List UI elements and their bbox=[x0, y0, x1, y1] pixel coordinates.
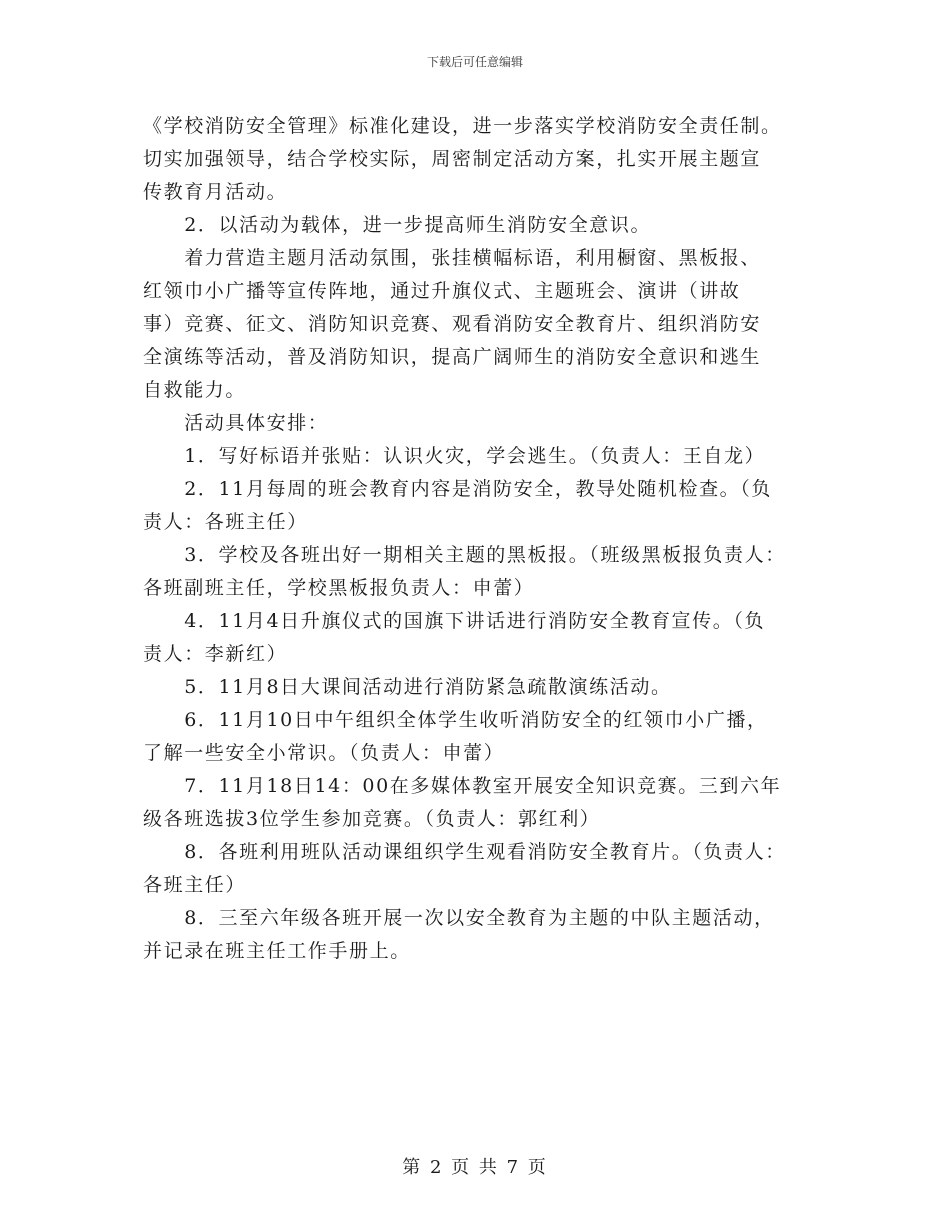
schedule-item-5: 5．11月8日大课间活动进行消防紧急疏散演练活动。 bbox=[143, 676, 672, 698]
schedule-item-8b: 8．三至六年级各班开展一次以安全教育为主题的中队主题活动， 并记录在班主任工作手册上。 bbox=[143, 907, 775, 962]
paragraph-intro: 《学校消防安全管理》标准化建设，进一步落实学校消防安全责任制。 切实加强领导，结合学校实际，周密制定活动方案，扎实开展主题宣 传教育月活动。 bbox=[143, 115, 782, 203]
schedule-item-6: 6．11月10日中午组织全体学生收听消防安全的红领巾小广播， 了解一些安全小常识。（负责人：申蕾） bbox=[143, 709, 768, 764]
schedule-item-3: 3．学校及各班出好一期相关主题的黑板报。（班级黑板报负责人： 各班副班主任，学校黑板报负责人：申蕾） bbox=[143, 544, 786, 599]
paragraph-schedule-heading: 活动具体安排： bbox=[143, 412, 329, 434]
schedule-item-7: 7．11月18日14：00在多媒体教室开展安全知识竞赛。三到六年 级各班选拔3位学生参加竞赛。（负责人：郭红利） bbox=[143, 775, 782, 830]
page-header-note: 下载后可任意编辑 bbox=[426, 55, 523, 69]
schedule-item-4: 4．11月4日升旗仪式的国旗下讲话进行消防安全教育宣传。（负 责人：李新红） bbox=[143, 610, 766, 665]
paragraph-item-2: 2．以活动为载体，进一步提高师生消防安全意识。 bbox=[143, 214, 652, 236]
schedule-item-1: 1．写好标语并张贴：认识火灾，学会逃生。（负责人：王自龙） bbox=[143, 445, 766, 467]
paragraph-atmosphere: 着力营造主题月活动氛围，张挂横幅标语，利用橱窗、黑板报、 红领巾小广播等宣传阵地，通过升旗仪式、主题班会、演讲（讲故 事）竞赛、征文、消防知识竞赛、观看消防安全教育片、组织消防安 全演练等活动，普及消防知识，提高广阔师生的消防安全意识和逃生 自救能力。 bbox=[143, 247, 762, 401]
schedule-item-8a: 8．各班利用班队活动课组织学生观看消防安全教育片。（负责人： 各班主任） bbox=[143, 841, 786, 896]
document-body bbox=[143, 110, 823, 968]
page-number-footer: 第 2 页 共 7 页 bbox=[402, 1157, 548, 1178]
schedule-item-2: 2．11月每周的班会教育内容是消防安全，教导处随机检查。（负 责人：各班主任） bbox=[143, 478, 772, 533]
